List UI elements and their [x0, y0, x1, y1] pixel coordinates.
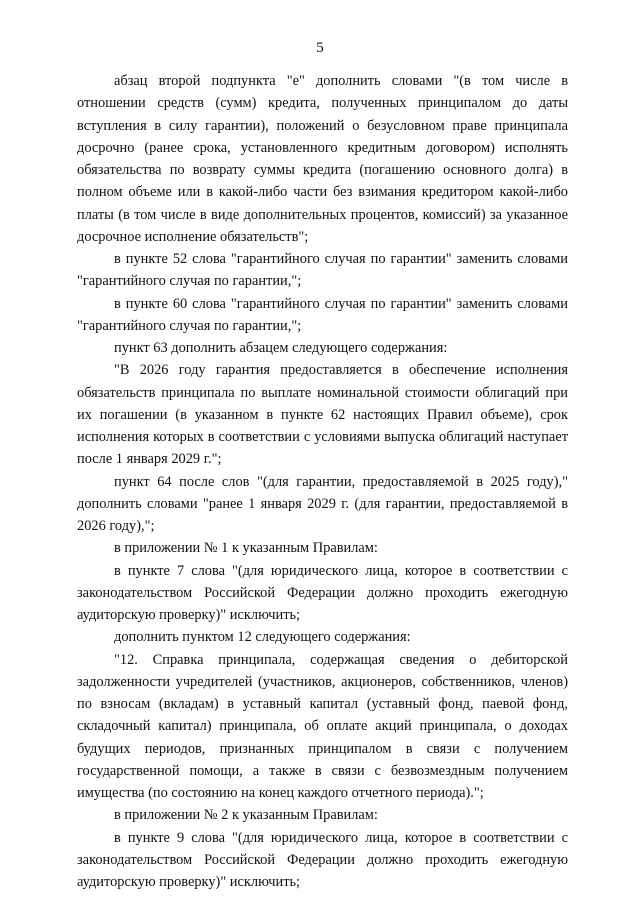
paragraph: в приложении № 2 к указанным Правилам: — [114, 807, 378, 824]
document-body — [77, 70, 568, 893]
page-number: 5 — [316, 40, 324, 56]
paragraph: в приложении № 1 к указанным Правилам: — [114, 540, 378, 557]
paragraph: абзац второй подпункта "е" дополнить словами "(в том числе в отношении средств (сумм) кредита, полученных принципалом до даты вступления в силу гарантии), положений о безусловном праве принципала досрочно (ранее срока, установленного кредитным договором) исполнять обязательства по возврату суммы кредита (погашению основного долга) в полном объеме или в какой-либо части без взимания кредитором какой-либо платы (в том числе в виде дополнительных процентов, комиссий) за указанное досрочное исполнение обязательств"; — [77, 73, 568, 245]
paragraph: пункт 64 после слов "(для гарантии, предоставляемой в 2025 году)," дополнить словами "ранее 1 января 2029 г. (для гарантии, предоставляемой в 2026 году),"; — [77, 473, 568, 534]
paragraph: в пункте 9 слова "(для юридического лица, которое в соответствии с законодательством Российской Федерации должно проходить ежегодную аудиторскую проверку)" исключить; — [77, 829, 568, 890]
paragraph: в пункте 7 слова "(для юридического лица, которое в соответствии с законодательством Российской Федерации должно проходить ежегодную аудиторскую проверку)" исключить; — [77, 562, 568, 623]
paragraph: в пункте 52 слова "гарантийного случая по гарантии" заменить словами "гарантийного случая по гарантии,"; — [77, 251, 568, 290]
paragraph: "12. Справка принципала, содержащая сведения о дебиторской задолженности учредителей (участников, акционеров, собственников, членов) по взносам (вкладам) в уставный капитал (уставный фонд, паевой фонд, складочный капитал) принципала, об оплате акций принципала, о доходах будущих периодов, признанных принципалом в связи с получением государственной помощи, а также в связи с безвозмездным получением имущества (по состоянию на конец каждого отчетного периода)."; — [77, 651, 568, 801]
paragraph: "В 2026 году гарантия предоставляется в обеспечение исполнения обязательств принципала по выплате номинальной стоимости облигаций при их погашении (в указанном в пункте 62 настоящих Правил объеме), срок исполнения которых в соответствии с условиями выпуска облигаций наступает после 1 января 2029 г."; — [77, 362, 568, 468]
paragraph: дополнить пунктом 12 следующего содержания: — [114, 629, 411, 646]
paragraph: пункт 63 дополнить абзацем следующего содержания: — [114, 340, 448, 356]
paragraph: в пункте 60 слова "гарантийного случая по гарантии" заменить словами "гарантийного случая по гарантии,"; — [77, 295, 568, 334]
